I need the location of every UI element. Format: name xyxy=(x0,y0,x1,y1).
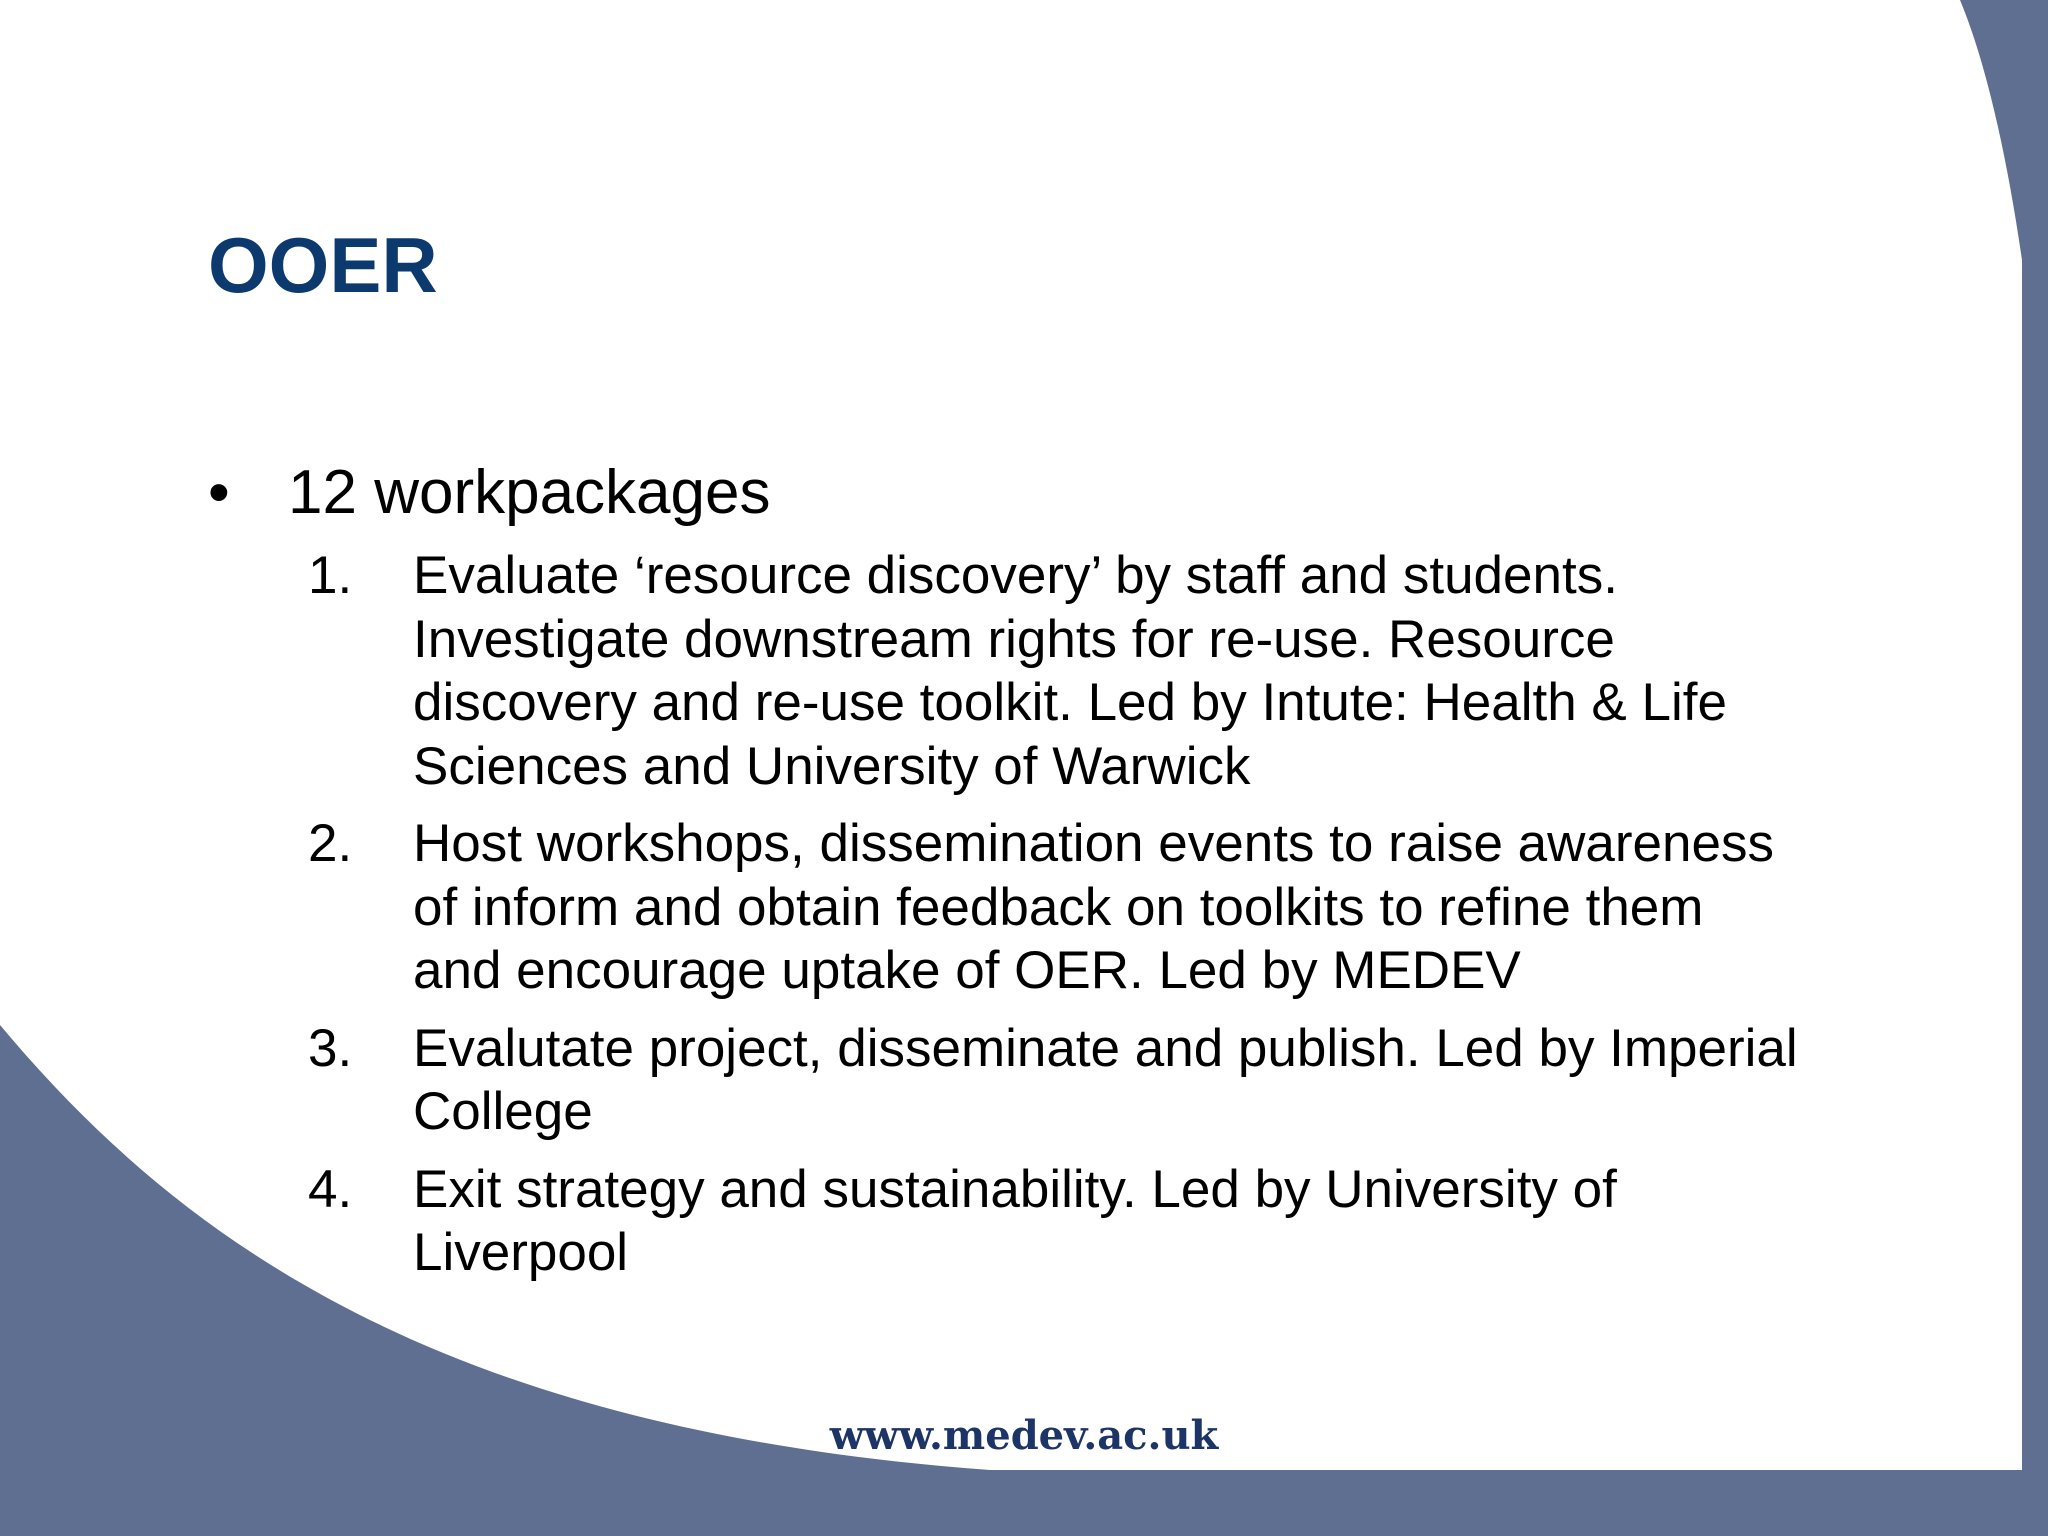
workpackage-line: College xyxy=(413,1082,593,1141)
workpackage-text xyxy=(413,544,1948,798)
workpackage-line: Exit strategy and sustainability. Led by University of xyxy=(413,1159,1617,1219)
slide-title: OOER xyxy=(208,221,438,309)
workpackage-line: discovery and re-use toolkit. Led by Intute: Health & Life xyxy=(413,673,1727,732)
workpackage-item xyxy=(308,812,1948,1003)
workpackage-line: and encourage uptake of OER. Led by MEDEV xyxy=(413,941,1521,1000)
bullet-text: 12 workpackages xyxy=(288,458,771,527)
workpackage-number: 4. xyxy=(308,1159,353,1219)
workpackage-item xyxy=(308,544,1948,798)
workpackage-line: of inform and obtain feedback on toolkits to refine them xyxy=(413,877,1704,937)
workpackage-text xyxy=(413,1158,1948,1285)
footer-website-link[interactable]: www.medev.ac.uk xyxy=(829,1412,1219,1459)
workpackage-line: Liverpool xyxy=(413,1223,629,1282)
workpackage-item xyxy=(308,1158,1948,1285)
workpackage-number: 2. xyxy=(308,814,353,873)
workpackage-line: Sciences and University of Warwick xyxy=(413,736,1251,796)
workpackage-text xyxy=(413,812,1948,1003)
workpackage-line: Evalutate project, disseminate and publish. Led by Imperial xyxy=(413,1018,1798,1078)
workpackage-text xyxy=(413,1017,1948,1144)
workpackage-number: 3. xyxy=(308,1018,353,1078)
workpackage-line: Host workshops, dissemination events to raise awareness xyxy=(413,814,1774,873)
bullet-dot-icon: • xyxy=(208,458,230,527)
workpackage-item xyxy=(308,1017,1948,1144)
workpackage-line: Investigate downstream rights for re-use. Resource xyxy=(413,609,1615,669)
workpackage-list xyxy=(308,544,1948,1299)
workpackage-line: Evaluate ‘resource discovery’ by staff and students. xyxy=(413,546,1618,605)
workpackage-number: 1. xyxy=(308,546,353,605)
